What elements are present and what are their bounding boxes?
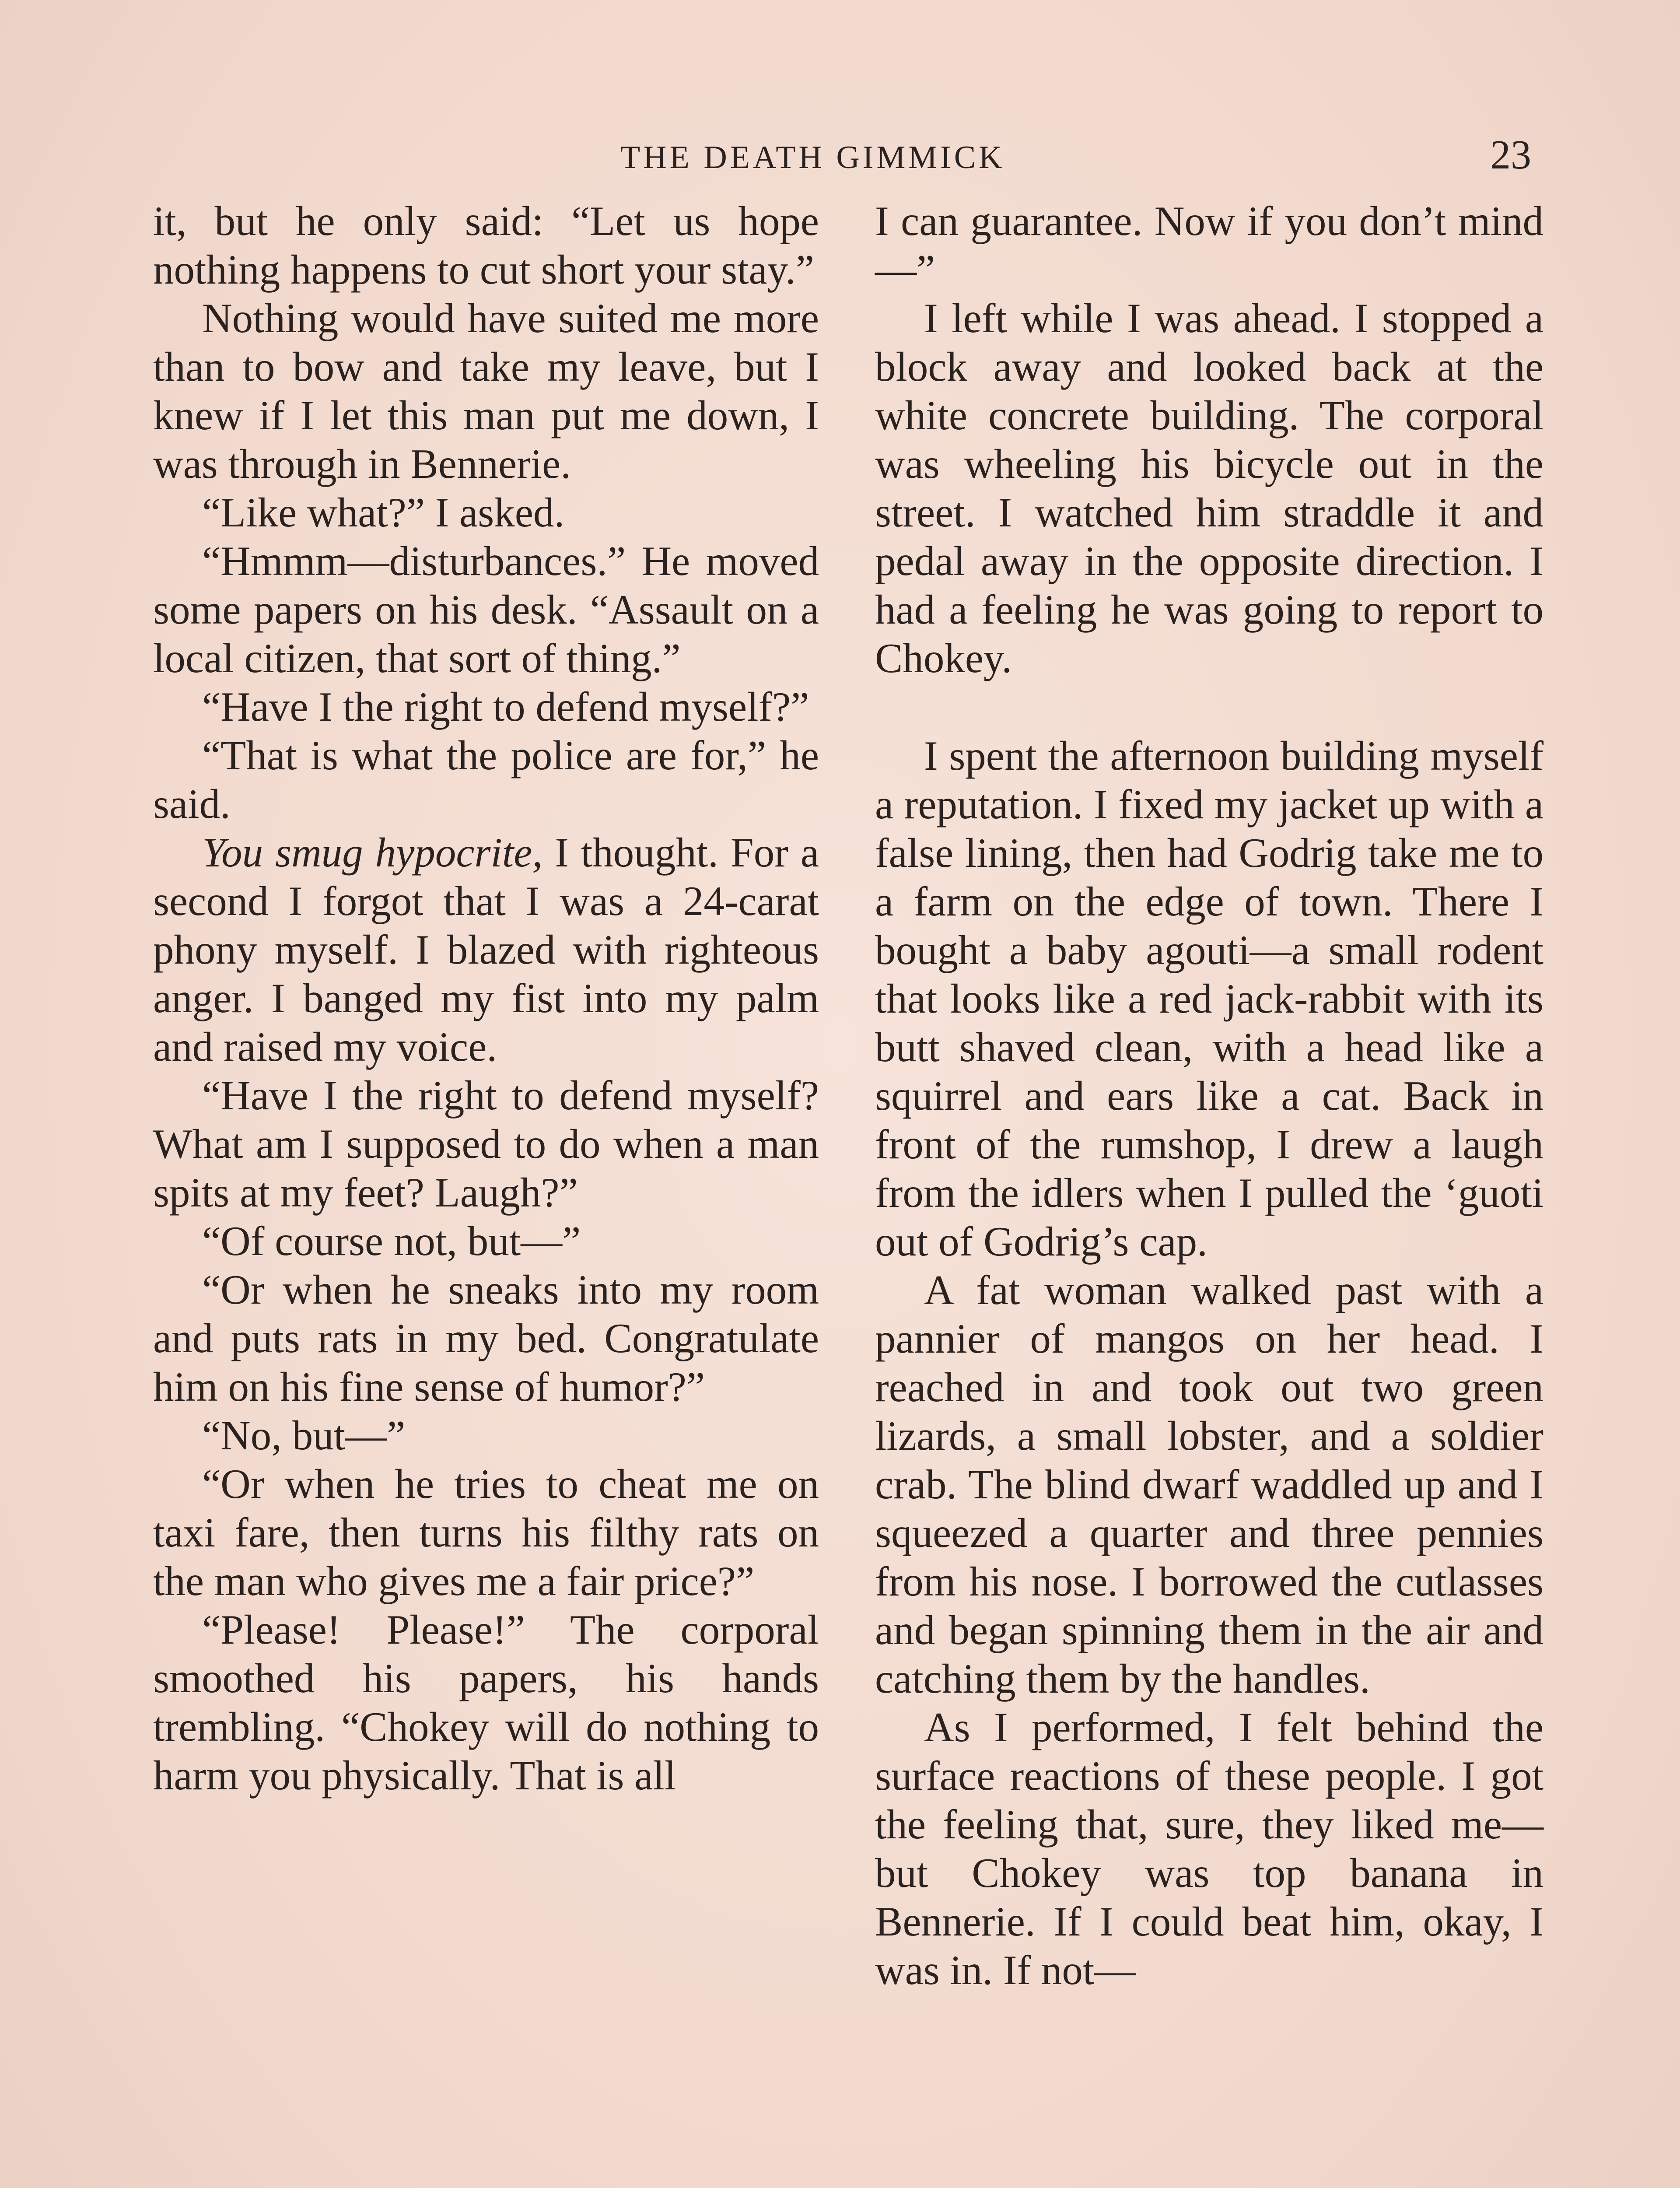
paragraph: “Have I the right to defend myself?” xyxy=(202,684,809,730)
paragraph: it, but he only said: “Let us hope nothing happens to cut short your stay.” xyxy=(153,198,819,293)
paragraph: “Please! Please!” The corporal smoothed his papers, his hands trembling. “Chokey will do nothing to harm you physically. That is all xyxy=(153,1606,819,1799)
paragraph: “Like what?” I asked. xyxy=(202,489,565,536)
paragraph: “Or when he tries to cheat me on taxi fare, then turns his filthy rats on the man who gives me a fair price?” xyxy=(153,1461,819,1604)
paragraph: “Have I the right to defend myself? What am I supposed to do when a man spits at my feet? Laugh?” xyxy=(153,1072,819,1216)
paragraph: Nothing would have suited me more than to bow and take my leave, but I knew if I let this man put me down, I was through in Bennerie. xyxy=(153,295,819,487)
paragraph-text: I thought. For a second I forgot that I was a 24-carat phony myself. I blazed with righteous anger. I banged my fist into my palm and raised my voice. xyxy=(153,829,819,1070)
left-column xyxy=(153,197,819,1800)
paragraph: “Hmmm—disturbances.” He moved some papers on his desk. “Assault on a local citizen, that sort of thing.” xyxy=(153,538,819,681)
paragraph: I left while I was ahead. I stopped a block away and looked back at the white concrete building. The corporal was wheeling his bicycle out in the street. I watched him straddle it and pedal away in the opposite direction. I had a feeling he was going to report to Chokey. xyxy=(875,295,1544,681)
paragraph xyxy=(153,828,819,1071)
section-break xyxy=(875,683,1544,732)
running-title: THE DEATH GIMMICK xyxy=(620,140,1005,175)
italic-phrase: You smug hypocrite, xyxy=(202,829,543,876)
paragraph: “That is what the police are for,” he said. xyxy=(153,732,819,827)
paragraph: I can guarantee. Now if you don’t mind—” xyxy=(875,198,1544,293)
paragraph: “Of course not, but—” xyxy=(202,1218,581,1264)
paragraph: A fat woman walked past with a pannier of mangos on her head. I reached in and took out two green lizards, a small lobster, and a soldier crab. The blind dwarf waddled up and I squeezed a quarter and three pennies from his nose. I borrowed the cutlasses and began spinning them in the air and catching them by the handles. xyxy=(875,1267,1544,1702)
paragraph: I spent the afternoon building myself a reputation. I fixed my jacket up with a false lining, then had Godrig take me to a farm on the edge of town. There I bought a baby agouti—a small rodent that looks like a red jack-rabbit with its butt shaved clean, with a head like a squirrel and ears like a cat. Back in front of the rumshop, I drew a laugh from the idlers when I pulled the ‘guoti out of Godrig’s cap. xyxy=(875,733,1544,1265)
paragraph: “Or when he sneaks into my room and puts rats in my bed. Congratulate him on his fine sense of humor?” xyxy=(153,1266,819,1410)
paragraph: As I performed, I felt behind the surface reactions of these people. I got the feeling that, sure, they liked me—but Chokey was top banana in Bennerie. If I could beat him, okay, I was in. If not— xyxy=(875,1704,1544,1993)
paragraph: “No, but—” xyxy=(202,1412,406,1459)
right-column xyxy=(875,197,1544,1995)
page-number: 23 xyxy=(1490,132,1531,178)
